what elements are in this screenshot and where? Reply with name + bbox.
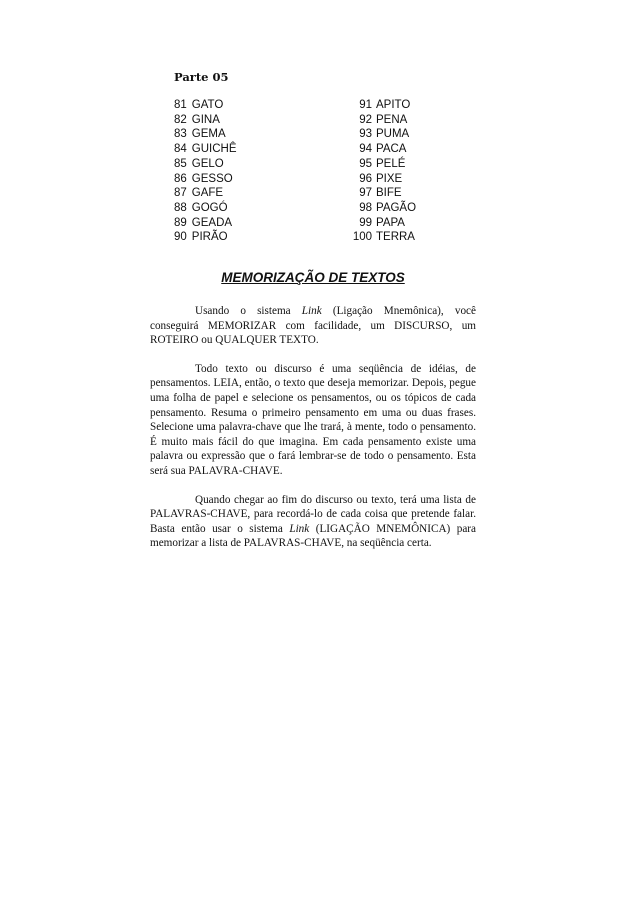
list-word: GUICHÊ [191, 143, 237, 156]
italic-term: Link [301, 305, 322, 317]
list-number: 99 [359, 216, 372, 229]
list-item [349, 230, 429, 245]
list-number: 84 [174, 143, 187, 156]
list-number: 91 [359, 99, 372, 111]
body-text [150, 304, 476, 565]
list-item [349, 201, 429, 216]
list-number: 97 [359, 187, 372, 200]
list-word: BIFE [376, 187, 402, 200]
list-number: 100 [352, 231, 372, 244]
list-item [174, 142, 237, 157]
paragraph-text: (Ligação Mnemônica), você conseguirá MEMORIZAR com facilidade, um DISCURSO, um ROTEIRO ou QUALQUER TEXTO. [150, 305, 476, 347]
list-item [174, 230, 237, 245]
list-word: GATO [191, 99, 224, 111]
list-number: 89 [174, 216, 187, 229]
list-word: PUMA [376, 128, 410, 141]
paragraph-method: Todo texto ou discurso é uma seqüência de idéias, de pensamentos. LEIA, então, o texto que deseja memorizar. Depois, pegue uma folha de papel e selecione os pensamentos, ou os tópicos de cada pensamento. Resuma o primeiro pensamento em uma ou duas frases. Selecione uma palavra-chave que lhe trará, à mente, todo o pensamento. É muito mais fácil do que imagina. Em cada pensamento existe uma palavra ou expressão que o fará lembrar-se de todo o pensamento. Esta será sua PALAVRA-CHAVE. [150, 362, 476, 477]
list-item [349, 98, 429, 113]
list-word: PIXE [376, 172, 403, 185]
list-item [349, 172, 429, 187]
list-word: PAPA [376, 216, 405, 229]
list-word: GELO [191, 157, 224, 170]
list-word: GAFE [191, 187, 224, 200]
list-item [174, 186, 237, 201]
list-number: 83 [174, 128, 187, 141]
list-word: PAGÃO [376, 201, 417, 214]
word-list-left [174, 98, 237, 245]
list-number: 93 [359, 128, 372, 141]
section-heading: MEMORIZAÇÃO DE TEXTOS [221, 270, 405, 285]
list-item [349, 142, 429, 157]
list-number: 98 [359, 201, 372, 214]
list-number: 82 [174, 113, 187, 126]
list-number: 87 [174, 187, 187, 200]
list-word: PIRÃO [191, 231, 228, 244]
list-word: PENA [376, 113, 408, 126]
list-item [349, 157, 429, 172]
list-word: PACA [376, 143, 407, 156]
list-item [174, 157, 237, 172]
list-item [174, 127, 237, 142]
list-number: 90 [174, 231, 187, 244]
list-item [349, 216, 429, 231]
list-word: GESSO [191, 172, 233, 185]
list-item [349, 113, 429, 128]
list-number: 88 [174, 201, 187, 214]
list-item [349, 127, 429, 142]
paragraph-text: Usando o sistema [195, 305, 302, 317]
list-item [174, 113, 237, 128]
list-word: GEMA [191, 128, 226, 141]
list-number: 95 [359, 157, 372, 170]
italic-term: Link [289, 522, 310, 535]
list-number: 92 [359, 113, 372, 126]
list-word: GINA [191, 113, 220, 126]
part-title: Parte 05 [174, 70, 229, 84]
paragraph-text: (LIGAÇÃO MNEMÔNICA) para memorizar a lista de PALAVRAS-CHAVE, na seqüência certa. [150, 522, 476, 550]
list-number: 96 [359, 172, 372, 185]
list-word: PELÉ [376, 157, 406, 170]
list-number: 81 [174, 99, 187, 111]
list-word: GOGÓ [191, 201, 228, 214]
list-item [349, 186, 429, 201]
paragraph-intro [150, 304, 476, 348]
list-item [174, 172, 237, 187]
list-word: GEADA [191, 216, 233, 229]
list-word: APITO [376, 99, 411, 111]
list-number: 94 [359, 143, 372, 156]
list-number: 85 [174, 157, 187, 170]
list-number: 86 [174, 172, 187, 185]
list-item [174, 98, 237, 113]
list-word: TERRA [376, 231, 415, 244]
word-list-right [349, 98, 429, 245]
paragraph-text: Quando chegar ao fim do discurso ou texto, terá uma lista de PALAVRAS-CHAVE, para recordá-lo de cada coisa que pretende falar. Basta então usar o sistema [150, 493, 476, 535]
paragraph-conclusion [150, 493, 476, 551]
list-item [174, 216, 237, 231]
list-item [174, 201, 237, 216]
